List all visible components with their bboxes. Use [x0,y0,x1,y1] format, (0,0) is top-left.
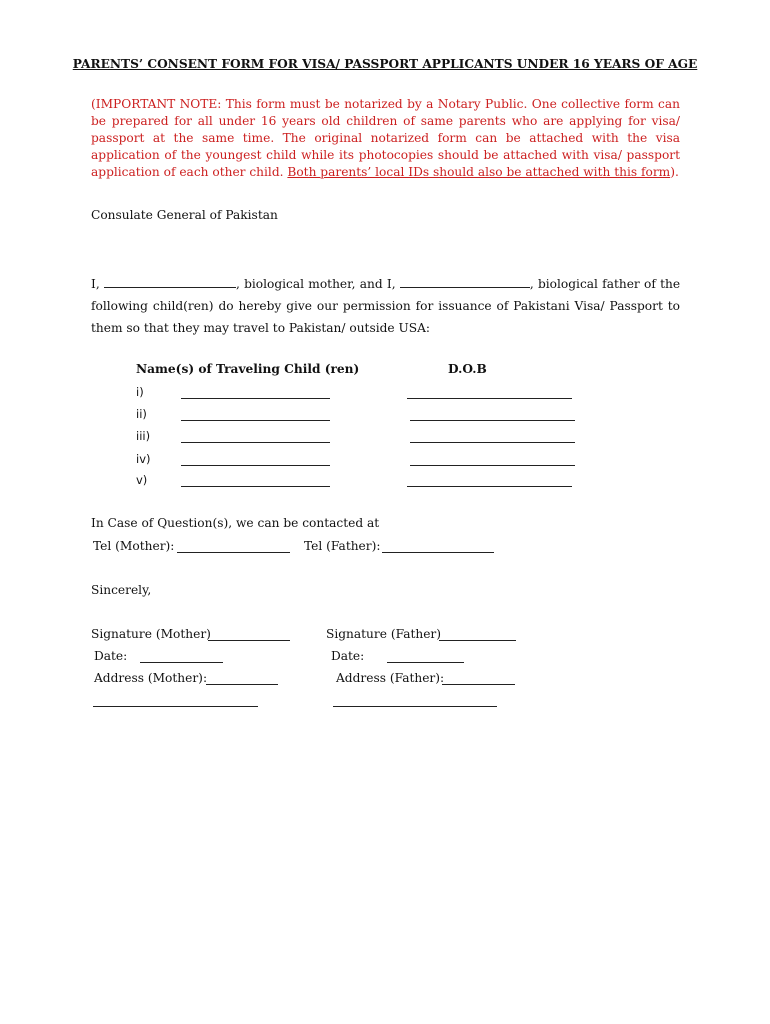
mother-address-field[interactable] [206,684,278,685]
child-dob-field[interactable] [410,420,575,421]
child-dob-field[interactable] [410,465,575,466]
mother-name-field[interactable] [104,277,236,288]
row-numeral: ii) [136,407,147,421]
mother-date-field[interactable] [140,662,223,663]
tel-mother-label: Tel (Mother): [93,539,175,553]
child-name-field[interactable] [181,486,330,487]
mother-signature-field[interactable] [208,640,290,641]
father-i: I, [386,277,396,291]
child-name-field[interactable] [181,465,330,466]
mother-signature-label: Signature (Mother) [91,627,211,641]
row-numeral: iii) [136,429,151,443]
addressee: Consulate General of Pakistan [91,208,278,222]
mother-i: I, [91,277,100,291]
father-label: , biological father of the following child(ren) do hereby give our permission for issuance of Pakistani Visa/ Passport to them so that they may travel to Pakistan/ outside USA: [91,277,681,335]
note-closing: ). [670,165,679,179]
father-name-field[interactable] [400,277,530,288]
father-address-label: Address (Father): [336,671,445,685]
father-date-label: Date: [331,649,365,663]
closing: Sincerely, [91,583,152,597]
father-signature-label: Signature (Father) [326,627,442,641]
child-name-field[interactable] [181,420,330,421]
child-dob-field[interactable] [410,442,575,443]
dob-header: D.O.B [448,362,487,376]
row-numeral: i) [136,385,144,399]
note-text: (IMPORTANT NOTE: This form must be notarized by a Notary Public. One collective form can be prepared for all under 16 years old children of same parents who are applying for visa/ passport at the same time. The original notarized form can be attached with the visa application of the youngest child while its photocopies should be attached with visa/ passport application of each other child. [91,97,680,179]
row-numeral: v) [136,473,148,487]
father-address-line-2[interactable] [333,706,497,707]
child-name-field[interactable] [181,442,330,443]
child-name-field[interactable] [181,398,330,399]
tel-father-field[interactable] [382,552,494,553]
form-title: PARENTS’ CONSENT FORM FOR VISA/ PASSPORT APPLICANTS UNDER 16 YEARS OF AGE [72,57,698,71]
row-numeral: iv) [136,452,151,466]
father-address-field[interactable] [442,684,515,685]
father-signature-field[interactable] [439,640,516,641]
mother-address-line-2[interactable] [93,706,258,707]
note-id-requirement: Both parents’ local IDs should also be attached with this form [287,165,671,179]
important-note [91,96,680,181]
father-date-field[interactable] [387,662,464,663]
contact-intro: In Case of Question(s), we can be contacted at [91,516,380,530]
tel-father-label: Tel (Father): [304,539,381,553]
mother-label: , biological mother, and [235,277,383,291]
mother-date-label: Date: [94,649,128,663]
mother-address-label: Address (Mother): [94,671,208,685]
tel-mother-field[interactable] [177,552,290,553]
child-dob-field[interactable] [407,486,572,487]
child-name-header: Name(s) of Traveling Child (ren) [136,362,360,376]
child-dob-field[interactable] [407,398,572,399]
permission-paragraph [91,273,680,339]
